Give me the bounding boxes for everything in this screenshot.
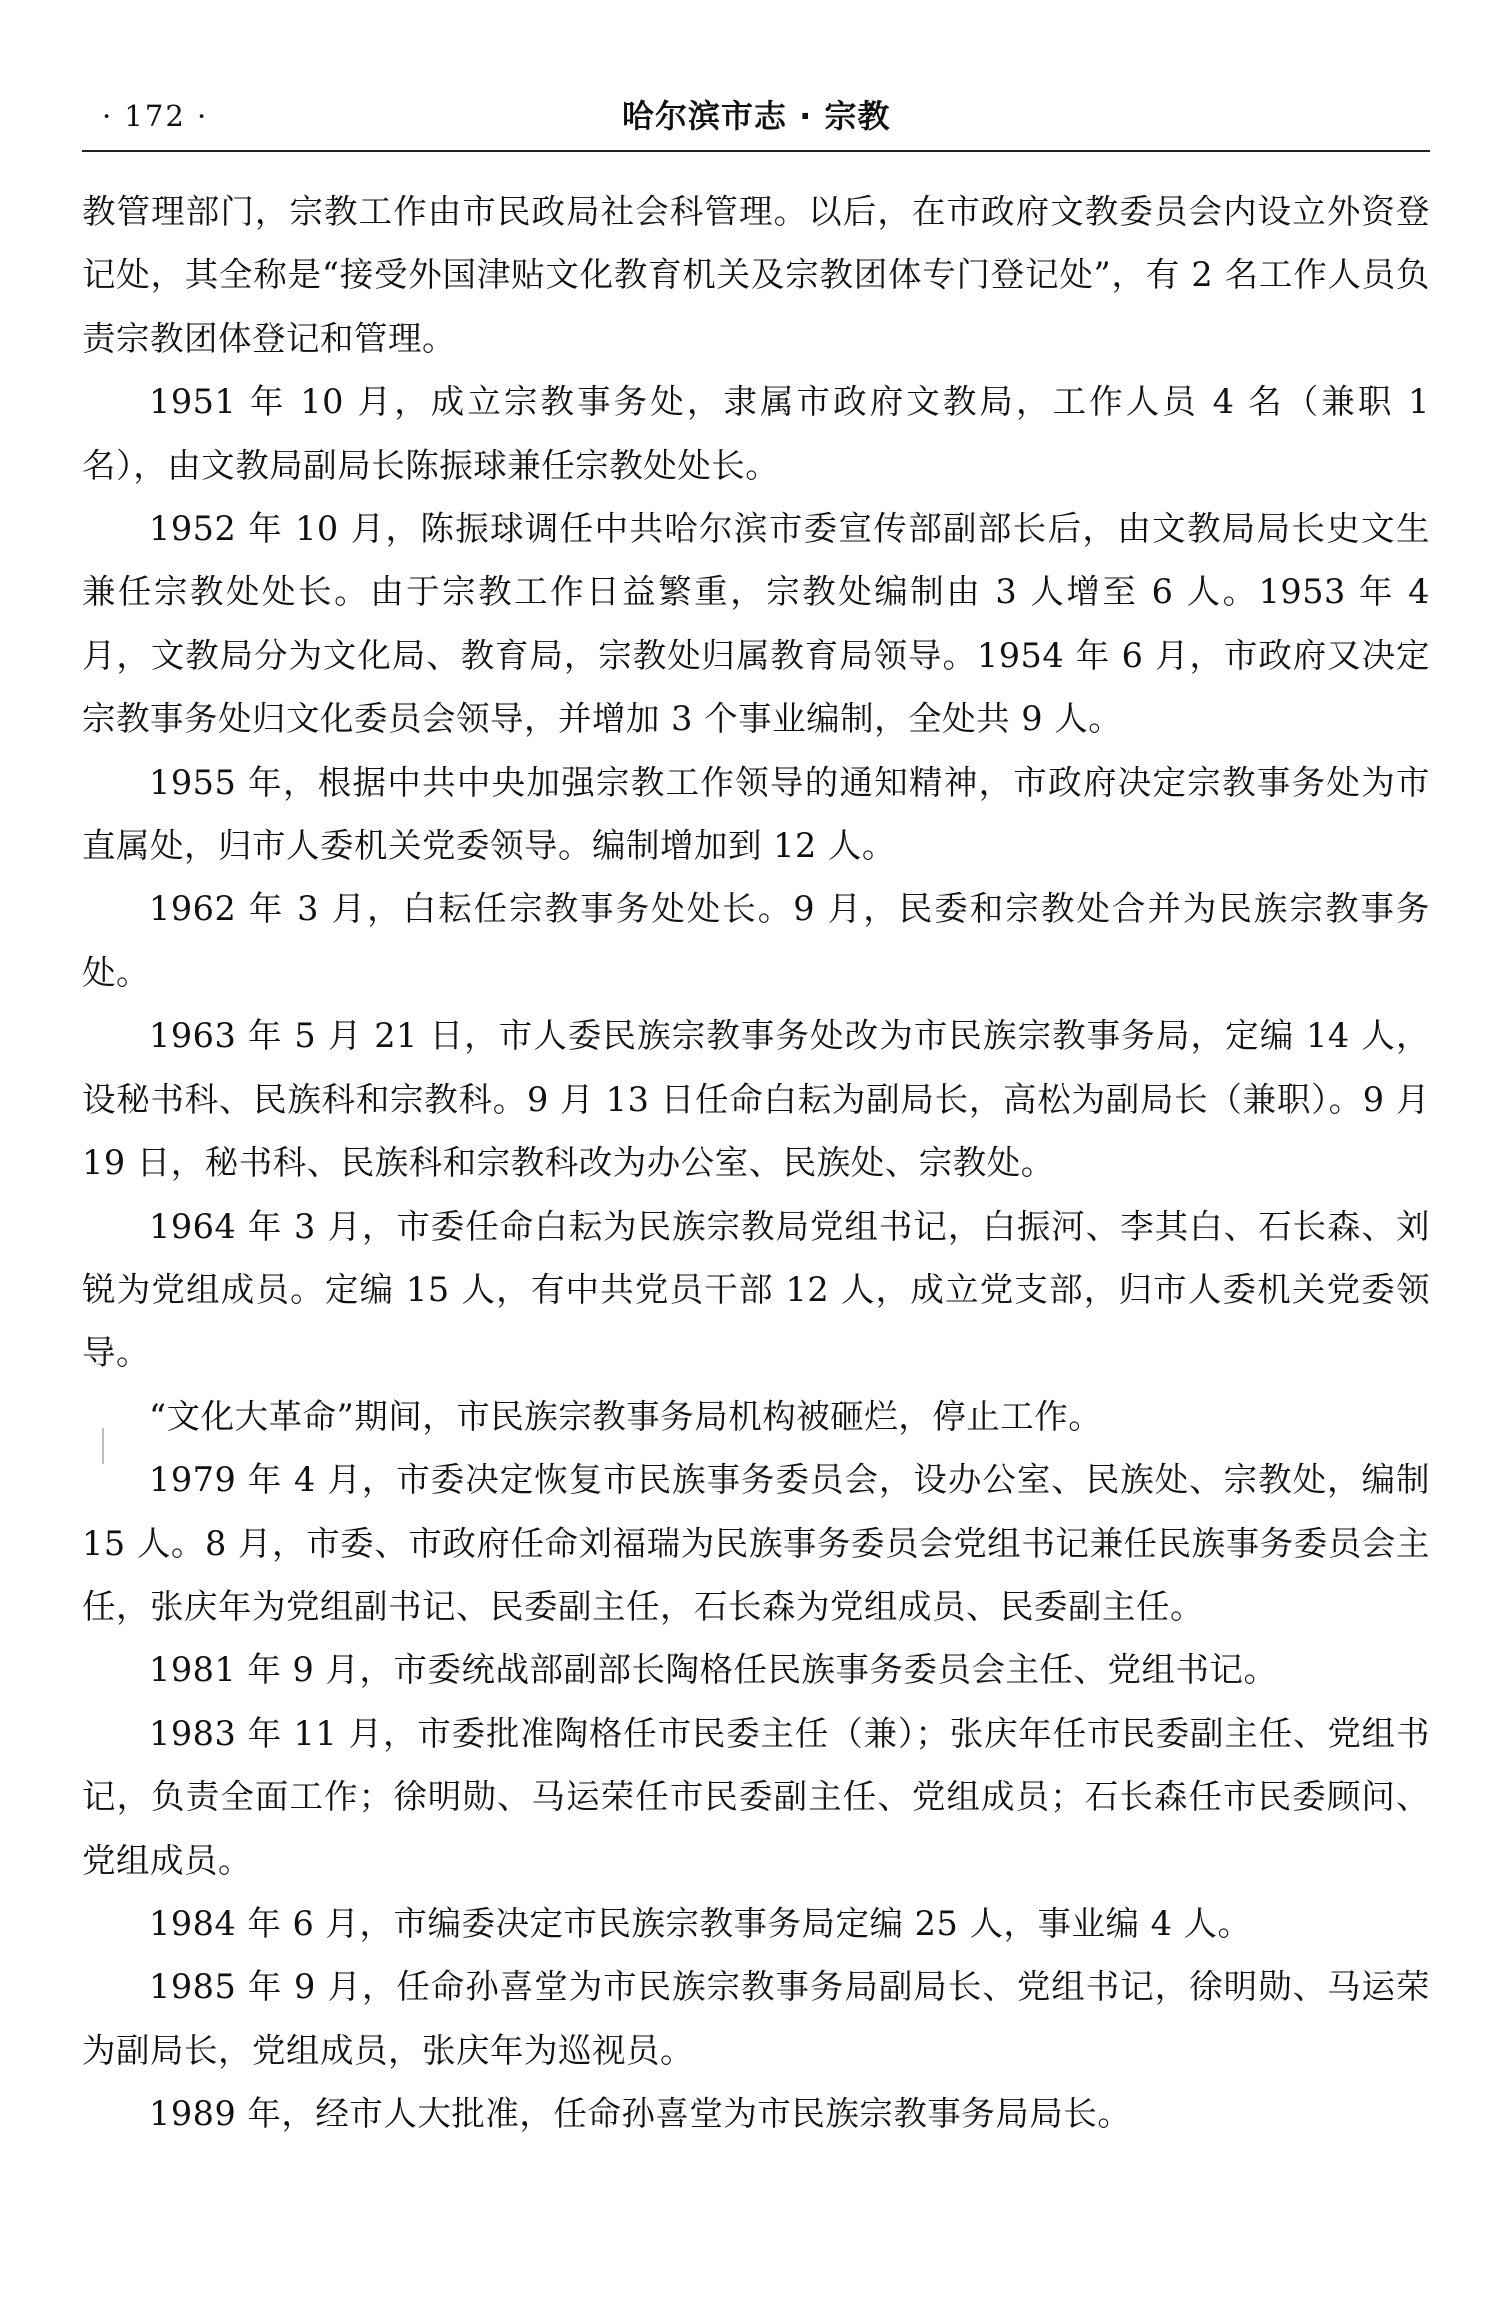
page-number: · 172 · <box>102 99 209 133</box>
paragraph: 1951 年 10 月，成立宗教事务处，隶属市政府文教局，工作人员 4 名（兼职 1 名），由文教局副局长陈振球兼任宗教处处长。 <box>82 382 1430 485</box>
paragraph: 1981 年 9 月，市委统战部副部长陶格任民族事务委员会主任、党组书记。 <box>149 1650 1278 1690</box>
paragraph: 1979 年 4 月，市委决定恢复市民族事务委员会，设办公室、民族处、宗教处，编制 15 人。8 月，市委、市政府任命刘福瑞为民族事务委员会党组书记兼任民族事务委员会主任，张庆年为党组副书记、民委副主任，石长森为党组成员、民委副主任。 <box>82 1460 1430 1626</box>
paragraph: 1962 年 3 月，白耘任宗教事务处处长。9 月，民委和宗教处合并为民族宗教事务处。 <box>82 889 1430 992</box>
book-page <box>82 0 1430 2313</box>
paragraph: 1952 年 10 月，陈振球调任中共哈尔滨市委宣传部副部长后，由文教局局长史文生兼任宗教处处长。由于宗教工作日益繁重，宗教处编制由 3 人增至 6 人。1953 年 4 月，文教局分为文化局、教育局，宗教处归属教育局领导。1954 年 6 月，市政府又决定宗教事务处归文化委员会领导，并增加 3 个事业编制，全处共 9 人。 <box>82 509 1430 739</box>
running-header <box>82 92 1430 140</box>
paragraph: 1963 年 5 月 21 日，市人委民族宗教事务处改为市民族宗教事务局，定编 14 人，设秘书科、民族科和宗教科。9 月 13 日任命白耘为副局长，高松为副局长（兼职）。9 月 19 日，秘书科、民族科和宗教科改为办公室、民族处、宗教处。 <box>82 1016 1430 1183</box>
paragraph: 1983 年 11 月，市委批准陶格任市民委主任（兼）；张庆年任市民委副主任、党组书记，负责全面工作；徐明勋、马运荣任市民委副主任、党组成员；石长森任市民委顾问、党组成员。 <box>82 1713 1430 1880</box>
paragraph: “文化大革命”期间，市民族宗教事务局机构被砸烂，停止工作。 <box>149 1396 1103 1436</box>
paragraph: 1989 年，经市人大批准，任命孙喜堂为市民族宗教事务局局长。 <box>149 2094 1132 2134</box>
paragraph: 1985 年 9 月，任命孙喜堂为市民族宗教事务局副局长、党组书记，徐明勋、马运荣为副局长，党组成员，张庆年为巡视员。 <box>82 1967 1430 2070</box>
paragraph: 1984 年 6 月，市编委决定市民族宗教事务局定编 25 人，事业编 4 人。 <box>149 1903 1252 1943</box>
paragraph: 1955 年，根据中共中央加强宗教工作领导的通知精神，市政府决定宗教事务处为市直属处，归市人委机关党委领导。编制增加到 12 人。 <box>82 762 1430 866</box>
book-title: 哈尔滨市志 · 宗教 <box>622 97 891 135</box>
body-text <box>82 180 1430 2146</box>
paragraph: 1964 年 3 月，市委任命白耘为民族宗教局党组书记，白振河、李其白、石长森、刘锐为党组成员。定编 15 人，有中共党员干部 12 人，成立党支部，归市人委机关党委领导。 <box>82 1206 1430 1373</box>
header-rule <box>82 150 1430 152</box>
paragraph: 教管理部门，宗教工作由市民政局社会科管理。以后，在市政府文教委员会内设立外资登记处，其全称是“接受外国津贴文化教育机关及宗教团体专门登记处”，有 2 名工作人员负责宗教团体登记和管理。 <box>82 192 1430 358</box>
